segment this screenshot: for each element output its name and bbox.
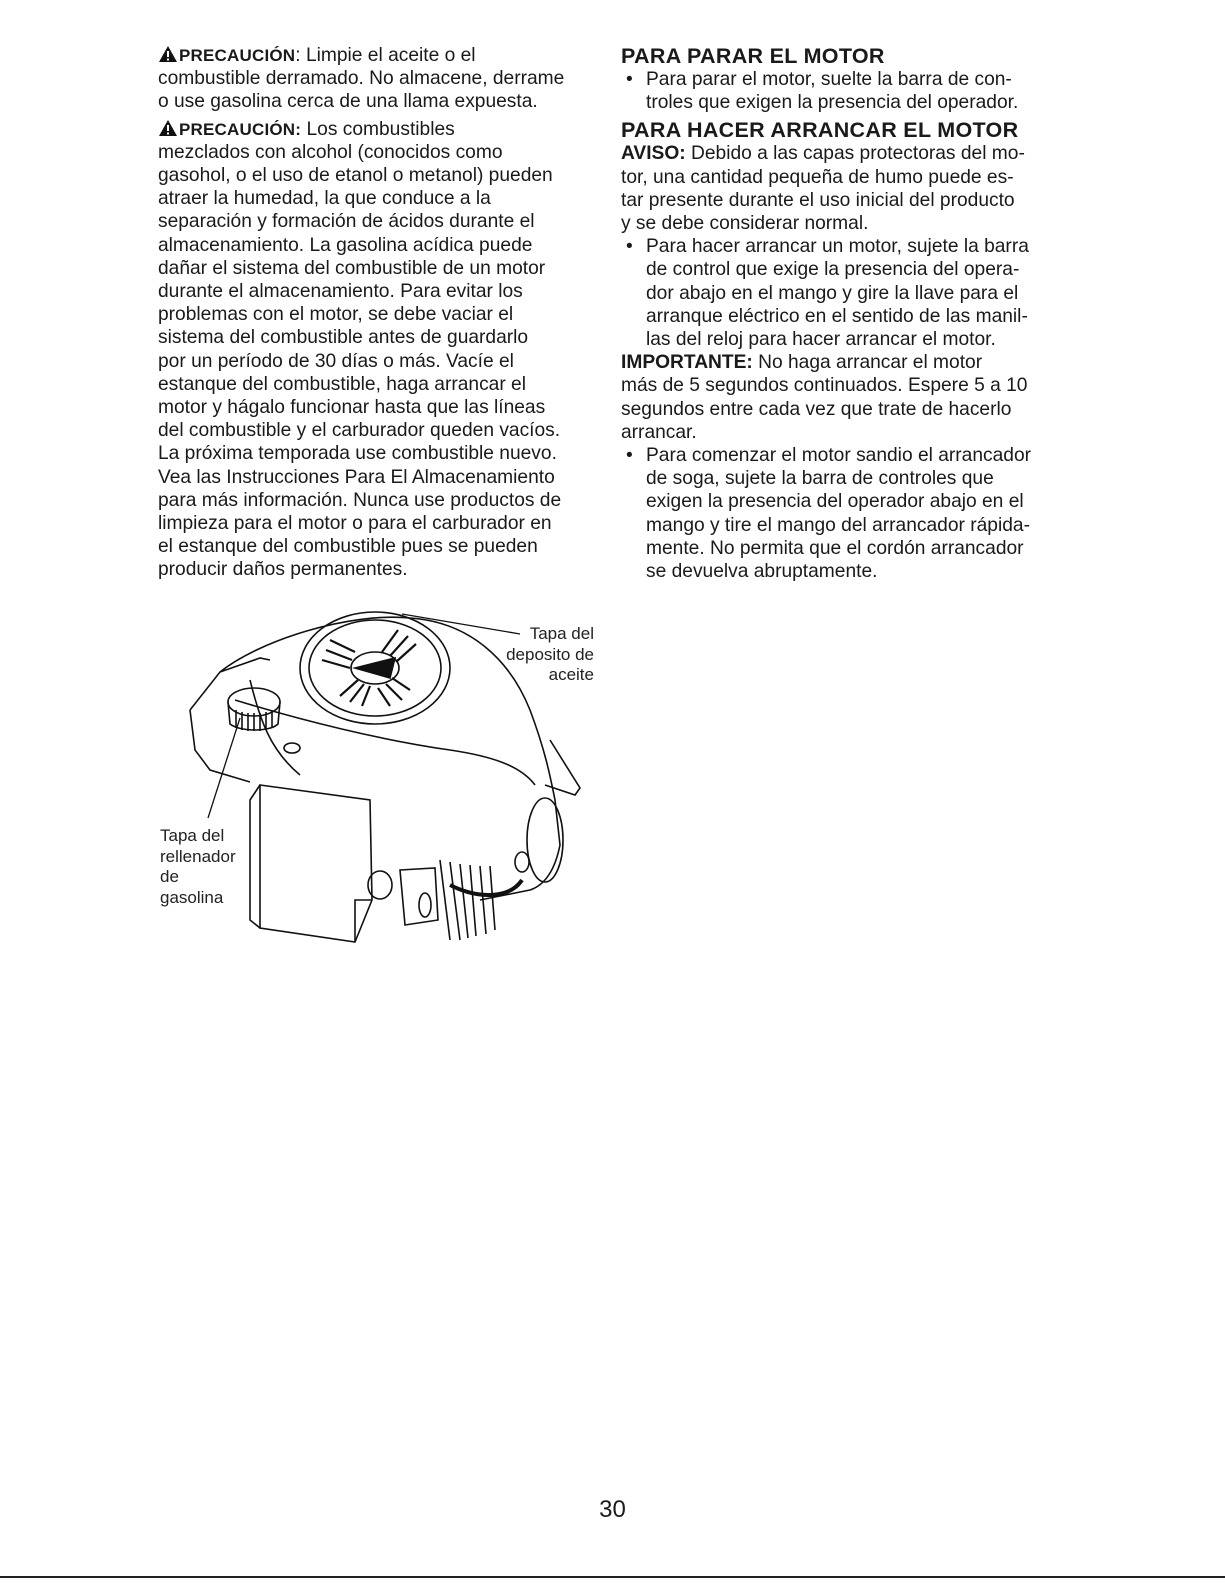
start-engine-heading: PARA HACER ARRANCAR EL MOTOR [621,118,1019,143]
caution-2-line: durante el almacenamiento. Para evitar los [158,281,523,303]
start-engine-bullet-2 [621,444,1071,583]
callout-line: de [160,867,179,886]
page-bottom-rule [0,1576,1225,1578]
caution-2-line: limpieza para el motor o para el carburador en [158,513,552,535]
callout-line: aceite [548,665,594,684]
callout-line: gasolina [160,887,224,907]
start-engine-bullet-1 [621,235,1071,351]
bullet-dot: • [626,445,633,467]
caution-2-line: separación y formación de ácidos durante el [158,211,535,233]
bullet-line: exigen la presencia del operador abajo en el [646,491,1024,513]
bullet-line: Para parar el motor, suelte la barra de con- [646,69,1012,90]
caution-1-line: combustible derramado. No almacene, derrame [158,68,565,90]
caution-2-line: motor y hágalo funcionar hasta que las líneas [158,397,546,419]
caution-2-line: del combustible y el carburador queden vacíos. [158,420,561,442]
caution-2-line: almacenamiento. La gasolina acídica puede [158,234,533,256]
caution-2-line: dañar el sistema del combustible de un motor [158,257,546,279]
left-column [158,44,598,582]
caution-paragraph-1 [158,44,598,114]
caution-2-line: sistema del combustible antes de guardarlo [158,327,529,349]
caution-2-line: mezclados con alcohol (conocidos como [158,141,503,163]
caution-2-line: para más información. Nunca use productos de [158,489,562,511]
page-number: 30 [599,1496,626,1523]
bullet-line: mente. No permita que el cordón arrancador [646,537,1024,559]
bullet-line: de control que exige la presencia del opera- [646,259,1020,281]
callout-line: Tapa del [529,624,594,643]
aviso-line: tor, una cantidad pequeña de humo puede es- [621,166,1014,188]
importante-label: IMPORTANTE: [621,352,753,374]
caution-1-line: o use gasolina cerca de una llama expuesta. [158,91,538,113]
bullet-line: arranque eléctrico en el sentido de las manil- [646,305,1028,327]
caution-2-line: gasohol, o el uso de etanol o metanol) pueden [158,165,553,187]
fuel-cap-callout [160,826,260,908]
stop-engine-bullet [621,68,1071,114]
caution-label-2: PRECAUCIÓN: [179,119,302,139]
aviso-line: y se debe considerar normal. [621,213,869,235]
aviso-line: Debido a las capas protectoras del mo- [685,143,1025,165]
aviso-label: AVISO: [621,143,686,165]
bullet-line: mango y tire el mango del arrancador rápida- [646,514,1030,536]
stop-engine-heading: PARA PARAR EL MOTOR [621,44,885,68]
importante-line: segundos entre cada vez que trate de hacerlo [621,398,1012,420]
importante-line: No haga arrancar el motor [752,352,983,374]
caution-2-line: Vea las Instrucciones Para El Almacenamiento [158,466,555,488]
bullet-line: de soga, sujete la barra de controles que [646,468,994,490]
bullet-line: Para hacer arrancar un motor, sujete la barra [646,236,1029,258]
bullet-dot: • [626,236,633,258]
caution-1-line: : Limpie el aceite o el [295,45,476,66]
callout-line: deposito de [506,644,594,664]
aviso-paragraph [621,142,1071,235]
oil-cap-callout [498,624,594,686]
bullet-line: dor abajo en el mango y gire la llave para el [646,282,1019,304]
caution-label-1: PRECAUCIÓN [179,46,296,65]
bullet-dot: • [626,69,633,90]
caution-2-line: Los combustibles [301,118,455,140]
importante-line: más de 5 segundos continuados. Espere 5 a 10 [621,375,1028,397]
caution-2-line: La próxima temporada use combustible nuevo. [158,443,557,465]
caution-2-line: producir daños permanentes. [158,559,408,581]
bullet-line: las del reloj para hacer arrancar el motor. [646,329,996,351]
caution-2-line: problemas con el motor, se debe vaciar el [158,304,514,326]
right-column [621,44,1071,583]
importante-paragraph [621,351,1071,444]
caution-2-line: atraer la humedad, la que conduce a la [158,188,491,210]
warning-triangle-icon [158,45,178,63]
warning-triangle-icon [158,119,178,137]
importante-line: arrancar. [621,421,697,443]
callout-line: Tapa del [160,826,225,845]
bullet-line: Para comenzar el motor sandio el arrancador [646,445,1032,467]
caution-paragraph-2 [158,118,598,582]
caution-2-line: el estanque del combustible pues se pueden [158,536,538,558]
caution-2-line: estanque del combustible, haga arrancar el [158,373,526,395]
bullet-line: se devuelva abruptamente. [646,561,878,583]
caution-2-line: por un período de 30 días o más. Vacíe el [158,350,514,372]
callout-line: rellenador [160,846,236,866]
bullet-line: troles que exigen la presencia del operador. [646,92,1019,114]
aviso-line: tar presente durante el uso inicial del producto [621,189,1015,211]
